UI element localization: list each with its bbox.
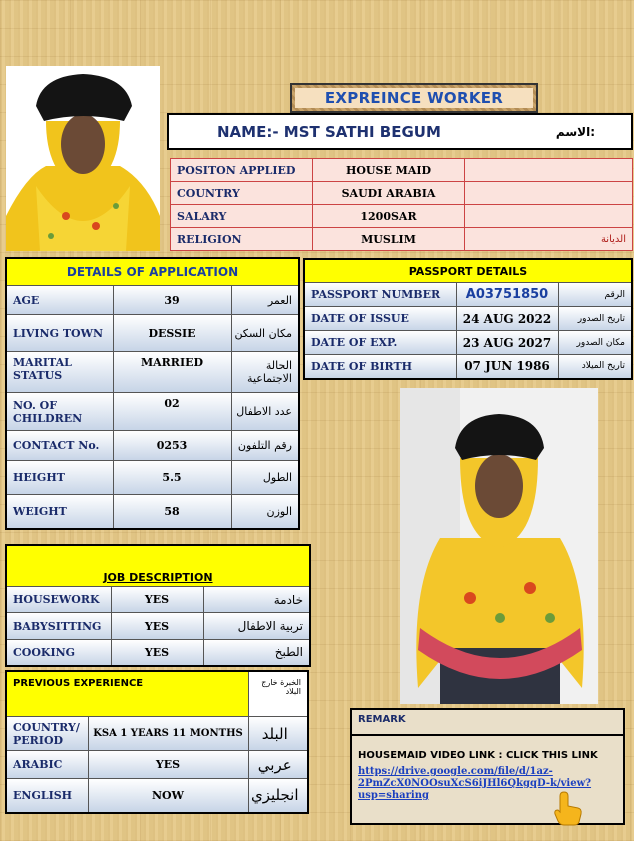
children-ar: عدد الاطفال: [231, 393, 299, 431]
housework-value: YES: [111, 587, 203, 613]
worker-name: NAME:- MST SATHI BEGUM: [217, 123, 441, 141]
marital-status-ar: الحالة الاجتماعية: [231, 352, 299, 393]
babysitting-ar: تربية الاطفال: [203, 613, 310, 640]
previous-header-row: [6, 671, 308, 717]
table-row: [6, 315, 299, 352]
table-row: [6, 431, 299, 461]
table-row: [6, 751, 308, 779]
table-row: [6, 587, 310, 613]
table-row: [304, 307, 632, 331]
worker-full-photo: [400, 388, 598, 704]
issue-date-label: DATE OF ISSUE: [304, 307, 456, 331]
marital-status-label: MARITAL STATUS: [6, 352, 113, 393]
living-town-label: LIVING TOWN: [6, 315, 113, 352]
country-label: COUNTRY: [171, 182, 313, 205]
worker-name-arabic-label: الاسم:: [555, 125, 595, 139]
housework-label: HOUSEWORK: [6, 587, 111, 613]
passport-table: [303, 258, 633, 380]
contact-ar: رقم التلفون: [231, 431, 299, 461]
expiry-date-ar: مكان الصدور: [558, 331, 632, 355]
weight-label: WEIGHT: [6, 495, 113, 529]
country-period-label: COUNTRY/ PERIOD: [6, 717, 88, 751]
pointing-hand-icon: [552, 790, 584, 826]
babysitting-value: YES: [111, 613, 203, 640]
table-row: [6, 461, 299, 495]
height-ar: الطول: [231, 461, 299, 495]
age-ar: العمر: [231, 286, 299, 315]
passport-number-ar: الرقم: [558, 283, 632, 307]
english-value: NOW: [88, 779, 248, 813]
cooking-ar: الطبخ: [203, 640, 310, 666]
document-title: EXPREINCE WORKER: [295, 88, 533, 108]
height-label: HEIGHT: [6, 461, 113, 495]
salary-ar: [465, 205, 633, 228]
age-value: 39: [113, 286, 231, 315]
table-row: [6, 495, 299, 529]
housework-ar: خادمة: [203, 587, 310, 613]
children-label: NO. OF CHILDREN: [6, 393, 113, 431]
table-row: [6, 286, 299, 315]
details-heading: DETAILS OF APPLICATION: [6, 258, 299, 286]
country-ar: [465, 182, 633, 205]
birth-date-value: 07 JUN 1986: [456, 355, 558, 379]
previous-heading: PREVIOUS EXPERIENCE: [6, 671, 248, 717]
english-ar: انجليزي: [248, 779, 308, 813]
marital-status-value: MARRIED: [113, 352, 231, 393]
expiry-date-label: DATE OF EXP.: [304, 331, 456, 355]
table-row: [171, 228, 633, 251]
expiry-date-value: 23 AUG 2027: [456, 331, 558, 355]
previous-experience-table: [5, 670, 309, 814]
arabic-ar: عربي: [248, 751, 308, 779]
living-town-value: DESSIE: [113, 315, 231, 352]
job-header-row: [6, 545, 310, 587]
issue-date-value: 24 AUG 2022: [456, 307, 558, 331]
position-label: POSITON APPLIED: [171, 159, 313, 182]
table-row: [304, 283, 632, 307]
details-table: [5, 257, 300, 530]
salary-label: SALARY: [171, 205, 313, 228]
salary-value: 1200SAR: [313, 205, 465, 228]
weight-value: 58: [113, 495, 231, 529]
worker-portrait-photo: [6, 66, 160, 251]
table-row: [171, 159, 633, 182]
cooking-value: YES: [111, 640, 203, 666]
contact-label: CONTACT No.: [6, 431, 113, 461]
arabic-value: YES: [88, 751, 248, 779]
religion-ar: الديانة: [465, 228, 633, 251]
table-row: [304, 355, 632, 379]
position-value: HOUSE MAID: [313, 159, 465, 182]
table-row: [6, 352, 299, 393]
birth-date-ar: تاريخ الميلاد: [558, 355, 632, 379]
country-period-ar: البلد: [248, 717, 308, 751]
table-row: [6, 779, 308, 813]
table-row: [6, 640, 310, 666]
remark-label: REMARK: [358, 714, 406, 725]
table-row: [171, 182, 633, 205]
remark-box: [350, 708, 625, 825]
table-row: [6, 613, 310, 640]
country-period-value: KSA 1 YEARS 11 MONTHS: [88, 717, 248, 751]
position-table: [170, 158, 633, 251]
video-link-label: HOUSEMAID VIDEO LINK : CLICK THIS LINK: [358, 750, 598, 761]
previous-heading-ar: الخبرة خارج البلاد: [248, 671, 308, 717]
position-ar: [465, 159, 633, 182]
weight-ar: الوزن: [231, 495, 299, 529]
passport-number-value: A03751850: [456, 283, 558, 307]
document-title-box: [290, 83, 538, 113]
passport-header-row: [304, 259, 632, 283]
job-description-table: [5, 544, 311, 667]
cooking-label: COOKING: [6, 640, 111, 666]
english-label: ENGLISH: [6, 779, 88, 813]
issue-date-ar: تاريخ الصدور: [558, 307, 632, 331]
country-value: SAUDI ARABIA: [313, 182, 465, 205]
age-label: AGE: [6, 286, 113, 315]
children-value: 02: [113, 393, 231, 431]
remark-divider: [352, 734, 623, 736]
height-value: 5.5: [113, 461, 231, 495]
table-row: [6, 717, 308, 751]
details-header-row: [6, 258, 299, 286]
table-row: [171, 205, 633, 228]
job-heading: JOB DESCRIPTION: [6, 545, 310, 587]
table-row: [6, 393, 299, 431]
religion-value: MUSLIM: [313, 228, 465, 251]
passport-heading: PASSPORT DETAILS: [304, 259, 632, 283]
passport-number-label: PASSPORT NUMBER: [304, 283, 456, 307]
name-box: [167, 113, 633, 150]
contact-value: 0253: [113, 431, 231, 461]
religion-label: RELIGION: [171, 228, 313, 251]
birth-date-label: DATE OF BIRTH: [304, 355, 456, 379]
video-link[interactable]: https://drive.google.com/file/d/1az-2PmZcX0NOOsuXcS6iJHl6QkgqD-k/view?usp=sharing: [358, 766, 592, 801]
table-row: [304, 331, 632, 355]
babysitting-label: BABYSITTING: [6, 613, 111, 640]
living-town-ar: مكان السكن: [231, 315, 299, 352]
arabic-label: ARABIC: [6, 751, 88, 779]
